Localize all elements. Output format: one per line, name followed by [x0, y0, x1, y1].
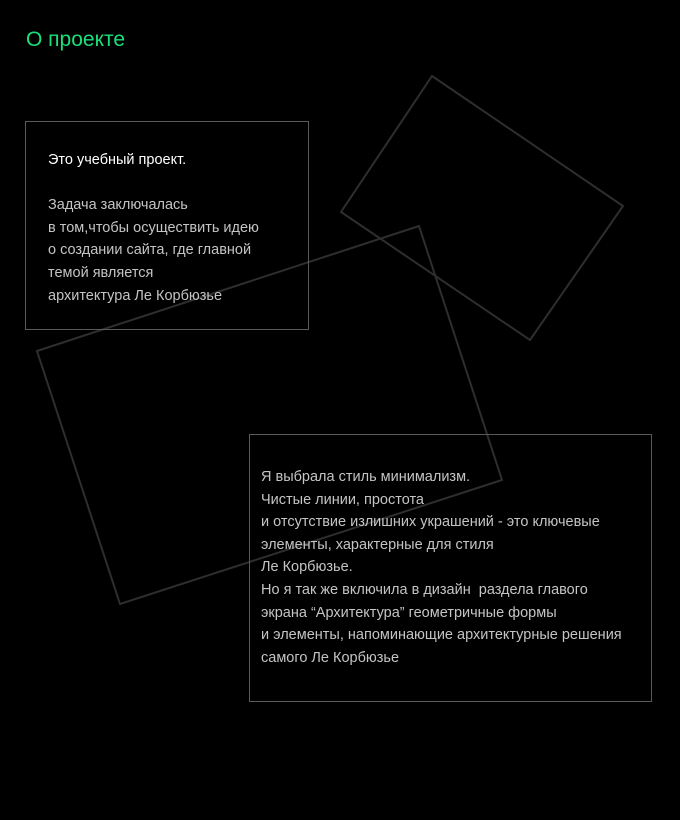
style-line: и отсутствие излишних украшений - это ключевые — [261, 514, 600, 531]
intro-lead: Это учебный проект. — [48, 152, 187, 168]
intro-card — [25, 121, 309, 330]
intro-spacer — [48, 172, 308, 195]
intro-line: в том,чтобы осуществить идею — [48, 219, 259, 236]
style-line: элементы, характерные для стиля — [261, 536, 494, 553]
intro-line: Задача заключалась — [48, 197, 188, 214]
style-card — [249, 434, 652, 702]
style-line: Чистые линии, простота — [261, 491, 424, 508]
intro-line: архитектура Ле Корбюзье — [48, 287, 223, 304]
style-line: Ле Корбюзье. — [261, 559, 353, 576]
intro-line: темой является — [48, 264, 154, 281]
style-line: и элементы, напоминающие архитектурные решения — [261, 627, 622, 644]
page-title: О проекте — [26, 28, 126, 51]
decorative-rotated-rectangle-small — [341, 76, 623, 340]
style-line: самого Ле Корбюзье — [261, 649, 400, 666]
style-line: Я выбрала стиль минимализм. — [261, 469, 471, 485]
intro-line: о создании сайта, где главной — [48, 242, 252, 259]
style-line: экрана “Архитектура” геометричные формы — [261, 604, 557, 621]
style-line: Но я так же включила в дизайн раздела главого — [261, 581, 588, 598]
